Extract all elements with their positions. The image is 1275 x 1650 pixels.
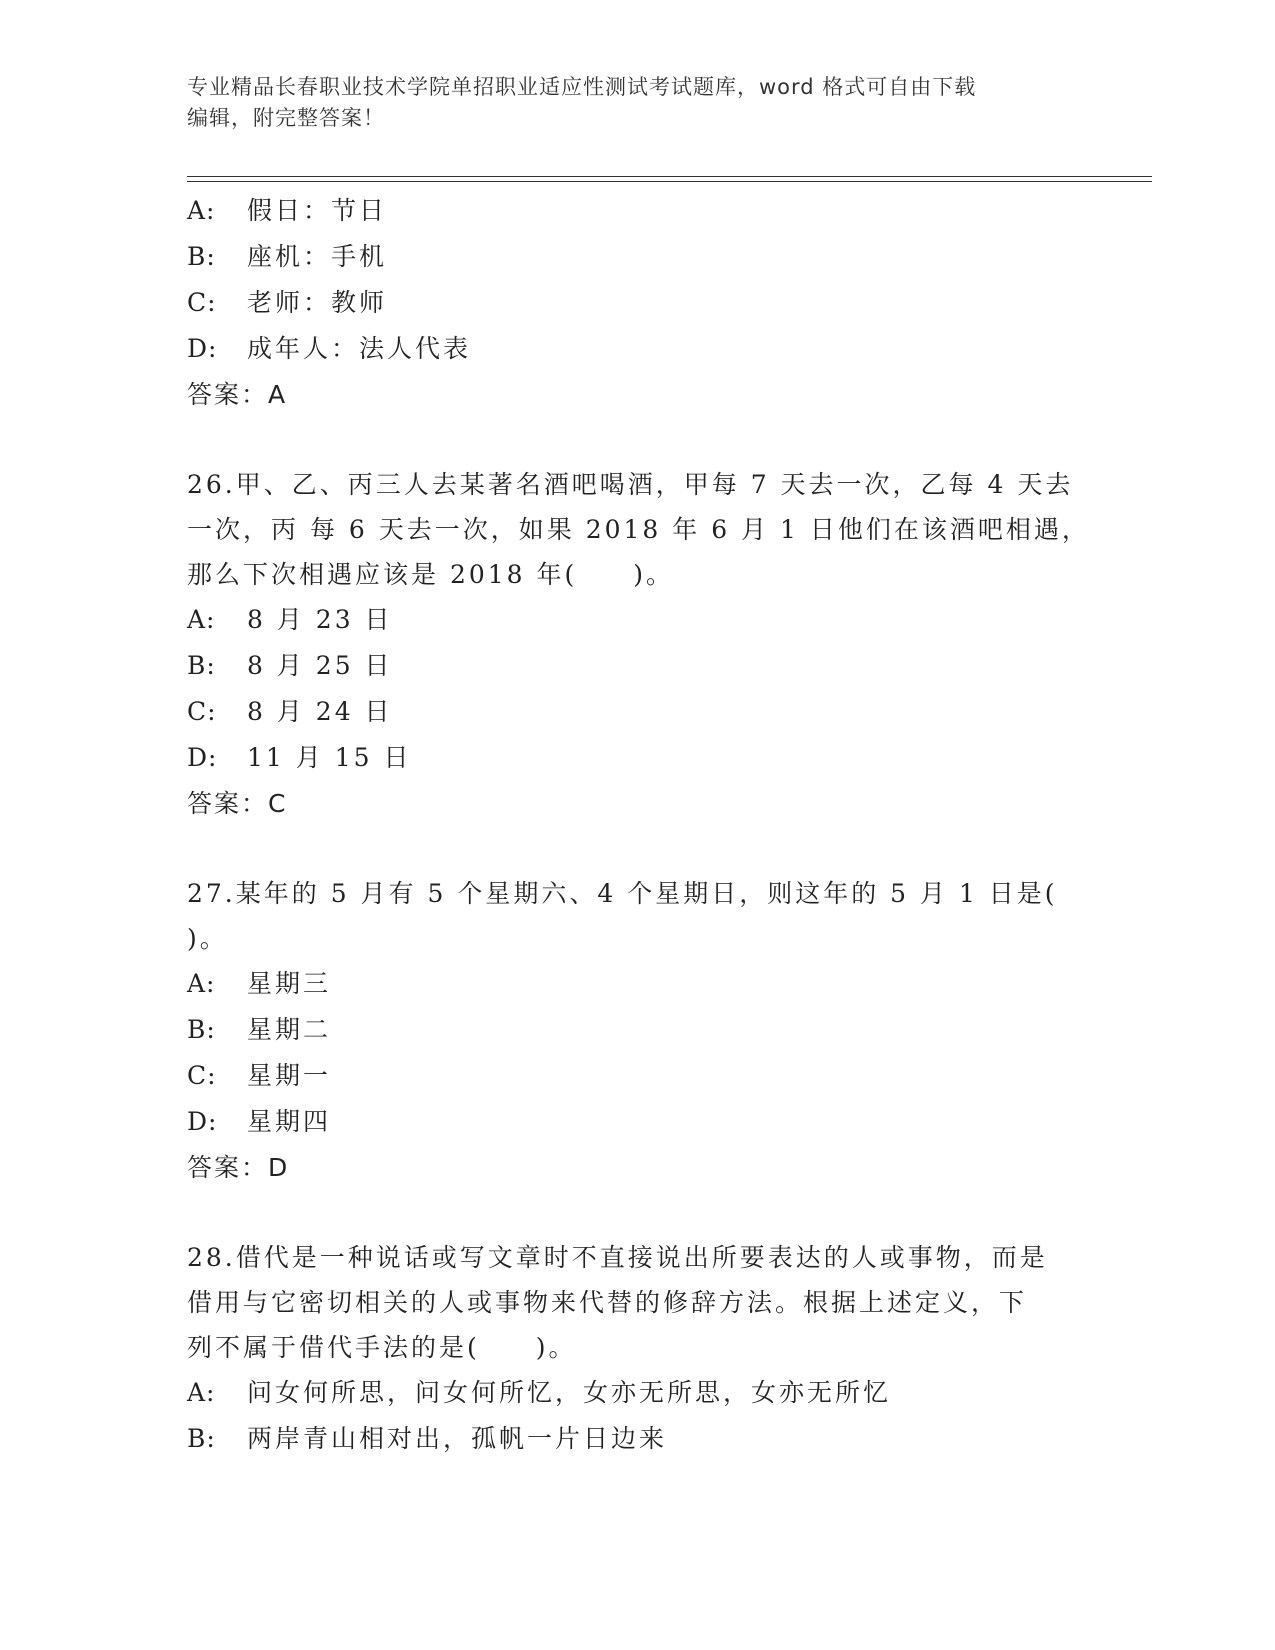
question-line: 借用与它密切相关的人或事物来代替的修辞方法。根据上述定义，下	[187, 1288, 1028, 1317]
option-text: 星期一	[247, 1061, 332, 1090]
option-a	[187, 188, 1087, 234]
question-text	[187, 1235, 1087, 1370]
header-line-2: 编辑，附完整答案！	[187, 106, 385, 130]
question-line: 28.借代是一种说话或写文章时不直接说出所要表达的人或事物，而是	[187, 1243, 1048, 1272]
option-label: C:	[187, 288, 217, 317]
option-b	[187, 1007, 1087, 1053]
option-label: C:	[187, 697, 217, 726]
option-text: 两岸青山相对出，孤帆一片日边来	[247, 1424, 668, 1453]
question-25	[187, 188, 1087, 418]
option-text: 8 月 23 日	[247, 605, 393, 634]
option-text: 星期三	[247, 969, 332, 998]
option-a	[187, 961, 1087, 1007]
header-line-1: 专业精品长春职业技术学院单招职业适应性测试考试题库，word 格式可自由下载	[187, 75, 977, 99]
option-text: 假日：节日	[247, 196, 388, 225]
option-label: B:	[187, 651, 216, 680]
option-d	[187, 326, 1087, 372]
option-label: C:	[187, 1061, 217, 1090]
option-label: D:	[187, 334, 218, 363]
header-divider	[187, 176, 1152, 177]
answer: 答案：C	[187, 789, 288, 818]
option-text: 星期二	[247, 1015, 332, 1044]
document-header	[187, 72, 1087, 134]
option-text: 座机：手机	[247, 242, 388, 271]
question-line: 一次，丙 每 6 天去一次，如果 2018 年 6 月 1 日他们在该酒吧相遇，	[187, 515, 1090, 544]
option-text: 8 月 24 日	[247, 697, 393, 726]
option-label: A:	[187, 1378, 216, 1407]
question-line: )。	[187, 924, 228, 953]
option-b	[187, 234, 1087, 280]
option-d	[187, 1099, 1087, 1145]
option-text: 8 月 25 日	[247, 651, 393, 680]
option-label: B:	[187, 1015, 216, 1044]
document-body	[187, 188, 1090, 1462]
option-text: 成年人：法人代表	[247, 334, 472, 363]
option-text: 星期四	[247, 1107, 332, 1136]
option-b	[187, 643, 1087, 689]
option-label: B:	[187, 242, 216, 271]
question-text	[187, 462, 1090, 597]
option-label: A:	[187, 196, 216, 225]
option-label: A:	[187, 969, 216, 998]
question-26	[187, 462, 1090, 827]
option-a	[187, 1370, 1087, 1416]
option-a	[187, 597, 1087, 643]
option-text: 老师：教师	[247, 288, 388, 317]
option-text: 问女何所思，问女何所忆，女亦无所思，女亦无所忆	[247, 1378, 892, 1407]
option-c	[187, 1053, 1087, 1099]
question-line: 26.甲、乙、丙三人去某著名酒吧喝酒，甲每 7 天去一次，乙每 4 天去	[187, 470, 1074, 499]
question-27	[187, 871, 1087, 1191]
header-divider-double	[187, 181, 1152, 182]
question-28	[187, 1235, 1087, 1462]
option-b	[187, 1416, 1087, 1462]
option-label: D:	[187, 1107, 218, 1136]
option-text: 11 月 15 日	[247, 743, 412, 772]
question-text	[187, 871, 1087, 961]
option-d	[187, 735, 1087, 781]
option-c	[187, 280, 1087, 326]
answer: 答案：A	[187, 380, 288, 409]
option-c	[187, 689, 1087, 735]
option-label: B:	[187, 1424, 216, 1453]
answer: 答案：D	[187, 1153, 290, 1182]
option-label: A:	[187, 605, 216, 634]
question-line: 那么下次相遇应该是 2018 年( )。	[187, 560, 675, 589]
question-line: 列不属于借代手法的是( )。	[187, 1333, 577, 1362]
question-line: 27.某年的 5 月有 5 个星期六、4 个星期日，则这年的 5 月 1 日是(	[187, 879, 1058, 908]
option-label: D:	[187, 743, 218, 772]
